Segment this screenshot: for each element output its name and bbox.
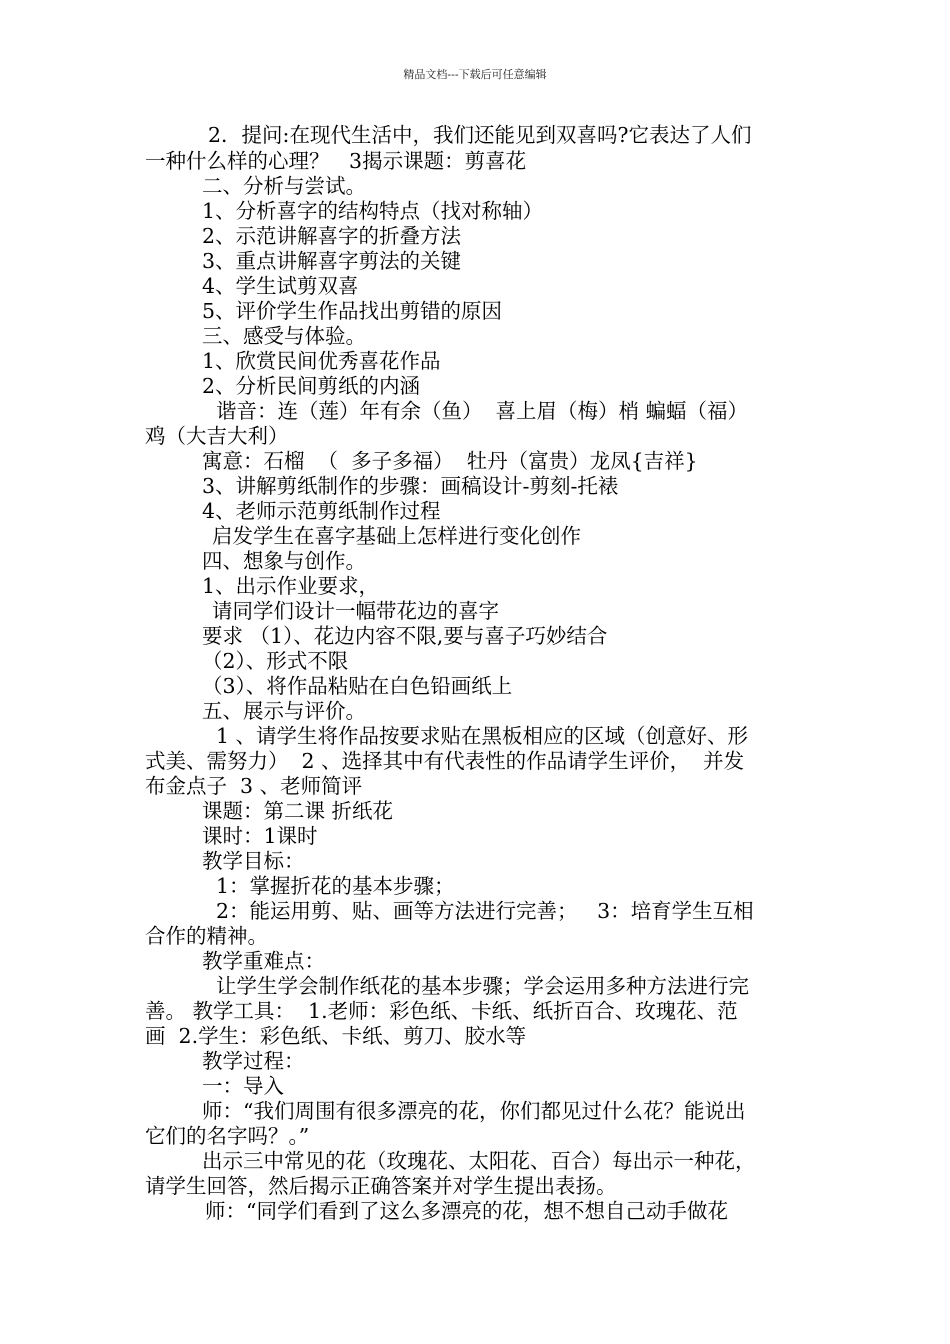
text-line: 4、学生试剪双喜 xyxy=(202,274,359,298)
text-line: 请同学们设计一幅带花边的喜字 xyxy=(212,599,499,623)
text-line: 要求 （1）、花边内容不限,要与喜子巧妙结合 xyxy=(202,624,608,648)
text-line: 教学目标： xyxy=(202,849,305,873)
text-line: 二、分析与尝试。 xyxy=(202,174,366,198)
text-line: 请学生回答，然后揭示正确答案并对学生提出表扬。 xyxy=(145,1174,617,1198)
text-line: 4、老师示范剪纸制作过程 xyxy=(202,499,441,523)
text-line: 它们的名字吗？。” xyxy=(145,1124,310,1148)
text-line: 四、想象与创作。 xyxy=(202,549,366,573)
text-line: 1、出示作业要求， xyxy=(202,574,380,598)
text-line: 教学重难点： xyxy=(202,949,325,973)
text-line: 善。 教学工具： 1.老师：彩色纸、卡纸、纸折百合、玫瑰花、范 xyxy=(145,999,738,1023)
text-line: 2：能运用剪、贴、画等方法进行完善； 3：培育学生互相 xyxy=(216,899,754,923)
text-line: 画 2.学生：彩色纸、卡纸、剪刀、胶水等 xyxy=(145,1024,527,1048)
text-line: 3、重点讲解喜字剪法的关键 xyxy=(202,249,462,273)
text-line: 三、感受与体验。 xyxy=(202,324,366,348)
text-line: 寓意：石榴 （ 多子多福） 牡丹（富贵）龙凤{吉祥} xyxy=(202,449,698,473)
text-line: 课题：第二课 折纸花 xyxy=(202,799,394,823)
text-line: 5、评价学生作品找出剪错的原因 xyxy=(202,299,503,323)
text-line: 2、分析民间剪纸的内涵 xyxy=(202,374,421,398)
text-line: 师：“同学们看到了这么多漂亮的花，想不想自己动手做花 xyxy=(205,1199,728,1223)
text-line: 让学生学会制作纸花的基本步骤；学会运用多种方法进行完 xyxy=(216,974,749,998)
text-line: 1：掌握折花的基本步骤； xyxy=(216,874,455,898)
text-line: （3）、将作品粘贴在白色铅画纸上 xyxy=(202,674,513,698)
text-line: 3、讲解剪纸制作的步骤：画稿设计-剪刻-托裱 xyxy=(202,474,619,498)
text-line: 五、展示与评价。 xyxy=(202,699,366,723)
text-line: 一：导入 xyxy=(202,1074,284,1098)
text-line: 谐音：连（莲）年有余（鱼） 喜上眉（梅）梢 蝙蝠（福） xyxy=(216,399,749,423)
text-line: 出示三中常见的花（玫瑰花、太阳花、百合）每出示一种花， xyxy=(202,1149,756,1173)
text-line: 师：“我们周围有很多漂亮的花，你们都见过什么花？能说出 xyxy=(202,1099,746,1123)
text-line: 课时：1课时 xyxy=(202,824,318,848)
page-header: 精品文档---下载后可任意编辑 xyxy=(403,68,547,81)
text-line: 布金点子 3 、老师简评 xyxy=(145,774,363,798)
text-line: 一种什么样的心理？ 3揭示课题：剪喜花 xyxy=(145,149,527,173)
text-line: 2、示范讲解喜字的折叠方法 xyxy=(202,224,462,248)
text-line: 1、分析喜字的结构特点（找对称轴） xyxy=(202,199,544,223)
text-line: 合作的精神。 xyxy=(145,924,268,948)
text-line: 1 、请学生将作品按要求贴在黑板相应的区域（创意好、形 xyxy=(216,724,749,748)
text-line: （2）、形式不限 xyxy=(202,649,349,673)
text-line: 式美、需努力） 2 、选择其中有代表性的作品请学生评价， 并发 xyxy=(145,749,745,773)
text-line: 启发学生在喜字基础上怎样进行变化创作 xyxy=(212,524,581,548)
text-line: 鸡（大吉大利） xyxy=(145,424,289,448)
text-line: 2．提问:在现代生活中，我们还能见到双喜吗?它表达了人们 xyxy=(208,123,752,147)
text-line: 1、欣赏民间优秀喜花作品 xyxy=(202,349,441,373)
text-line: 教学过程： xyxy=(202,1049,305,1073)
